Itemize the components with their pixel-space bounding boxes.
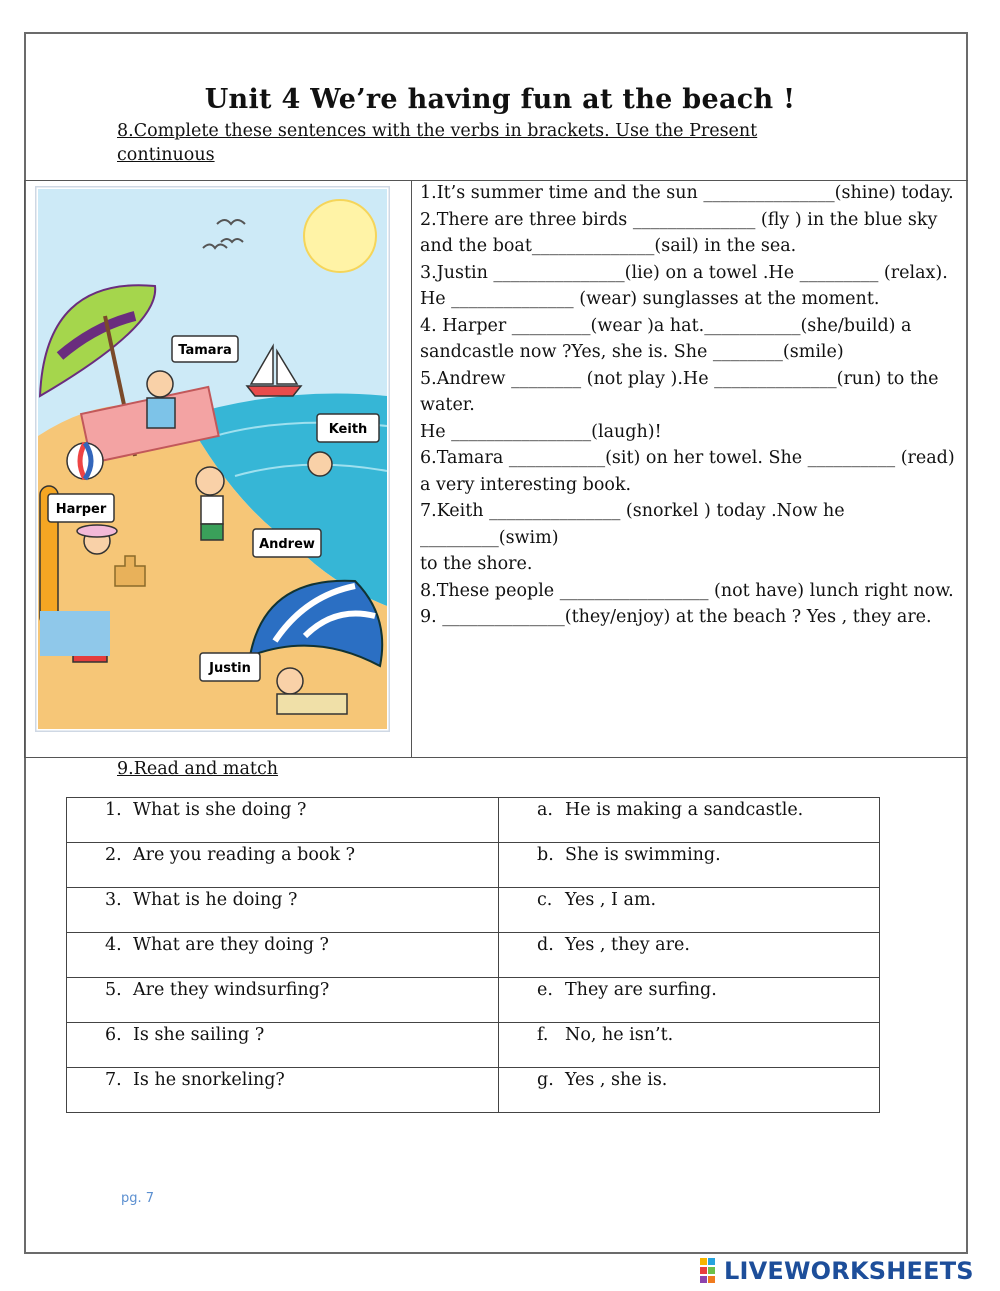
question-text: Is he snorkeling? — [133, 1070, 285, 1090]
question-text: What is he doing ? — [133, 890, 298, 910]
question-text: What are they doing ? — [133, 935, 329, 955]
question-cell — [67, 888, 499, 933]
answer-letter: f. — [537, 1025, 549, 1045]
question-number: 3. — [105, 890, 122, 910]
answer-text: She is swimming. — [565, 845, 721, 865]
table-row — [67, 843, 880, 888]
answer-letter: d. — [537, 935, 554, 955]
sentence-9: 9. ______________(they/enjoy) at the beach ? Yes , they are. — [420, 607, 932, 627]
character-tamara — [147, 371, 175, 428]
svg-text:Andrew: Andrew — [259, 537, 315, 552]
answer-text: Yes , I am. — [565, 890, 657, 910]
beach-illustration — [35, 186, 390, 732]
blue-towel — [40, 611, 110, 656]
name-tag-andrew — [253, 529, 321, 557]
sentence-1: 1.It’s summer time and the sun _______________(shine) today. — [420, 183, 954, 203]
svg-text:Justin: Justin — [209, 661, 251, 676]
answer-cell — [499, 888, 880, 933]
question-number: 4. — [105, 935, 122, 955]
question-number: 7. — [105, 1070, 122, 1090]
question-cell — [67, 798, 499, 843]
question-cell — [67, 1068, 499, 1113]
liveworksheets-logo[interactable] — [700, 1256, 974, 1286]
svg-text:Tamara: Tamara — [178, 343, 232, 358]
table-row — [67, 1068, 880, 1113]
sun-icon — [304, 200, 376, 272]
exercise-8-instruction: 8.Complete these sentences with the verbs in brackets. Use the Present continuous — [117, 121, 758, 165]
question-cell — [67, 933, 499, 978]
answer-letter: g. — [537, 1070, 554, 1090]
table-row — [67, 888, 880, 933]
sentence-7-continued: to the shore. — [420, 554, 533, 574]
exercise-9-instruction: 9.Read and match — [117, 759, 279, 779]
sentence-6: 6.Tamara ___________(sit) on her towel. She __________ (read) a very interesting book. — [420, 448, 955, 495]
sentence-2: 2.There are three birds ______________ (fly ) in the blue sky and the boat______________(sail) in the sea. — [420, 209, 938, 256]
table-row — [67, 978, 880, 1023]
sentence-8: 8.These people _________________ (not have) lunch right now. — [420, 580, 954, 601]
answer-cell — [499, 1023, 880, 1068]
character-keith — [308, 452, 332, 476]
question-number: 1. — [105, 800, 122, 820]
liveworksheets-logo-icon — [700, 1258, 724, 1284]
svg-text:Harper: Harper — [55, 502, 107, 517]
question-cell — [67, 843, 499, 888]
exercise-8-box-divider — [411, 180, 412, 757]
table-row — [67, 933, 880, 978]
page-title: Unit 4 We’re having fun at the beach ! — [204, 84, 796, 115]
question-number: 6. — [105, 1025, 122, 1045]
question-cell — [67, 1023, 499, 1068]
exercise-8-box-bottom — [24, 757, 968, 758]
question-cell — [67, 978, 499, 1023]
sentence-7: 7.Keith _______________ (snorkel ) today .Now he _________(swim) — [420, 501, 845, 548]
sentence-5-continued: He ________________(laugh)! — [420, 421, 662, 442]
answer-letter: c. — [537, 890, 553, 910]
liveworksheets-logo-text: LIVEWORKSHEETS — [724, 1257, 974, 1285]
name-tag-harper — [48, 494, 114, 522]
name-tag-justin — [200, 653, 260, 681]
table-row — [67, 798, 880, 843]
answer-cell — [499, 1068, 880, 1113]
sentence-3: 3.Justin _______________(lie) on a towel .He _________ (relax). He ______________ (wear) sunglasses at the moment. — [420, 262, 948, 309]
page-number: pg. 7 — [121, 1191, 155, 1206]
question-text: What is she doing ? — [133, 800, 307, 820]
answer-text: No, he isn’t. — [565, 1025, 674, 1045]
name-tag-keith — [317, 414, 379, 442]
answer-cell — [499, 798, 880, 843]
question-text: Are they windsurfing? — [133, 980, 330, 1000]
question-number: 5. — [105, 980, 122, 1000]
question-text: Are you reading a book ? — [133, 845, 355, 865]
exercise-8-sentences — [420, 180, 960, 631]
table-row — [67, 1023, 880, 1068]
answer-cell — [499, 978, 880, 1023]
answer-letter: a. — [537, 800, 553, 820]
question-number: 2. — [105, 845, 122, 865]
svg-text:Keith: Keith — [328, 422, 368, 437]
answer-text: Yes , she is. — [565, 1070, 668, 1090]
answer-text: He is making a sandcastle. — [565, 800, 804, 820]
answer-text: Yes , they are. — [565, 935, 690, 955]
answer-letter: b. — [537, 845, 554, 865]
match-table — [66, 797, 880, 1113]
answer-letter: e. — [537, 980, 553, 1000]
exercise-8-box-left — [24, 180, 25, 757]
sentence-5: 5.Andrew ________ (not play ).He ______________(run) to the water. — [420, 368, 939, 415]
question-text: Is she sailing ? — [133, 1025, 265, 1045]
sentence-4: 4. Harper _________(wear )a hat.___________(she/build) a sandcastle now ?Yes, she is. She ________(smile) — [420, 315, 912, 362]
answer-cell — [499, 933, 880, 978]
answer-cell — [499, 843, 880, 888]
name-tag-tamara — [172, 336, 238, 362]
answer-text: They are surfing. — [565, 980, 717, 1000]
